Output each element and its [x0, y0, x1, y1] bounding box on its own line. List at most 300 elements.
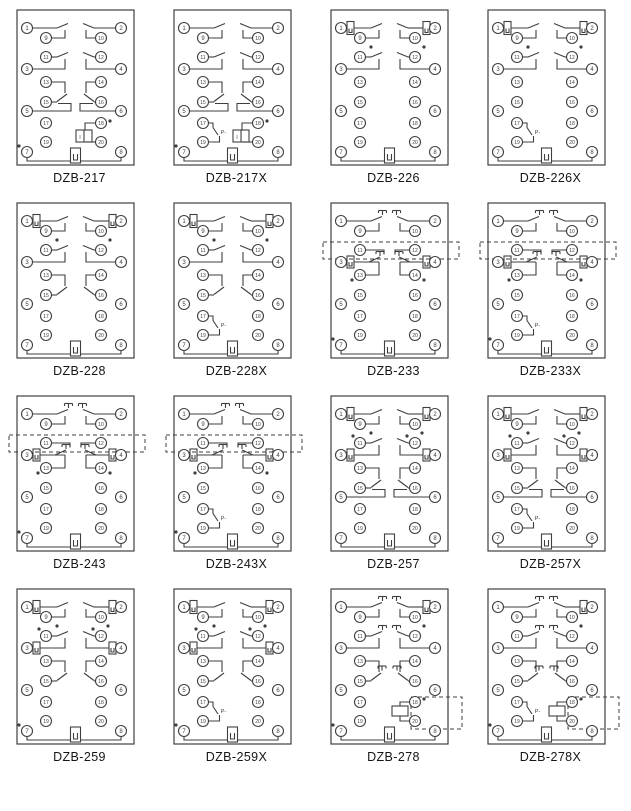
svg-text:18: 18	[569, 507, 575, 514]
terminal-15	[198, 483, 209, 494]
svg-text:3: 3	[496, 260, 500, 267]
relay-diagram-cell	[164, 198, 309, 378]
svg-text:13: 13	[357, 659, 363, 666]
terminal-15	[198, 676, 209, 687]
svg-text:8: 8	[276, 343, 280, 350]
terminal-11	[512, 438, 523, 449]
svg-text:11: 11	[200, 634, 206, 641]
terminal-2	[430, 216, 441, 227]
svg-text:4: 4	[433, 260, 437, 267]
svg-text:9: 9	[44, 422, 48, 429]
terminal-15	[41, 483, 52, 494]
svg-text:4: 4	[433, 646, 437, 653]
svg-text:4: 4	[433, 453, 437, 460]
svg-text:14: 14	[412, 80, 418, 87]
svg-text:18: 18	[98, 507, 104, 514]
terminal-20	[567, 137, 578, 148]
svg-text:10: 10	[569, 229, 575, 236]
svg-text:1: 1	[182, 605, 186, 612]
svg-text:16: 16	[98, 486, 104, 493]
svg-text:11: 11	[43, 634, 49, 641]
svg-text:9: 9	[515, 422, 519, 429]
terminal-16	[567, 97, 578, 108]
svg-text:5: 5	[182, 495, 186, 502]
svg-text:17: 17	[514, 121, 520, 128]
svg-text:17: 17	[514, 507, 520, 514]
relay-schematic	[478, 391, 623, 556]
svg-text:19: 19	[200, 526, 206, 533]
svg-text:17: 17	[357, 507, 363, 514]
svg-text:14: 14	[412, 273, 418, 280]
terminal-17	[355, 697, 366, 708]
terminal-11	[41, 245, 52, 256]
relay-outline	[488, 203, 605, 358]
terminal-3	[179, 450, 190, 461]
svg-text:2: 2	[276, 412, 280, 419]
terminal-10	[96, 226, 107, 237]
relay-schematic	[7, 391, 152, 556]
svg-text:19: 19	[514, 140, 520, 147]
svg-text:11: 11	[200, 55, 206, 62]
svg-text:18: 18	[98, 121, 104, 128]
terminal-6	[273, 492, 284, 503]
terminals	[336, 409, 441, 544]
svg-text:11: 11	[43, 248, 49, 255]
svg-text:9: 9	[358, 229, 362, 236]
terminal-7	[336, 726, 347, 737]
terminal-18	[96, 504, 107, 515]
terminal-7	[179, 533, 190, 544]
terminal-17	[198, 118, 209, 129]
terminal-17	[512, 118, 523, 129]
terminal-16	[567, 676, 578, 687]
svg-text:14: 14	[98, 273, 104, 280]
svg-text:11: 11	[357, 441, 363, 448]
terminal-16	[96, 290, 107, 301]
svg-text:20: 20	[412, 140, 418, 147]
terminal-11	[512, 631, 523, 642]
terminal-10	[253, 419, 264, 430]
diagram-label: DZB-278	[367, 750, 420, 764]
svg-text:20: 20	[255, 526, 261, 533]
terminal-20	[410, 523, 421, 534]
svg-text:18: 18	[412, 507, 418, 514]
svg-text:13: 13	[357, 466, 363, 473]
relay-schematic	[7, 5, 152, 170]
svg-text:17: 17	[43, 507, 49, 514]
svg-text:20: 20	[569, 526, 575, 533]
relay-diagram-cell	[164, 5, 309, 185]
svg-text:P-: P-	[534, 516, 541, 522]
terminal-3	[22, 643, 33, 654]
terminal-2	[273, 216, 284, 227]
svg-text:5: 5	[496, 495, 500, 502]
terminal-11	[355, 438, 366, 449]
svg-text:9: 9	[44, 229, 48, 236]
terminal-14	[410, 77, 421, 88]
svg-text:3: 3	[182, 67, 186, 74]
svg-text:1: 1	[496, 219, 500, 226]
svg-text:11: 11	[357, 248, 363, 255]
terminal-19	[355, 137, 366, 148]
terminal-12	[410, 52, 421, 63]
svg-text:P-: P-	[534, 709, 541, 715]
terminal-4	[587, 257, 598, 268]
svg-text:10: 10	[98, 615, 104, 622]
svg-text:1: 1	[339, 26, 343, 33]
svg-text:19: 19	[357, 719, 363, 726]
terminal-13	[41, 656, 52, 667]
terminal-6	[430, 299, 441, 310]
svg-text:18: 18	[255, 121, 261, 128]
terminal-9	[41, 612, 52, 623]
svg-text:17: 17	[200, 121, 206, 128]
svg-text:5: 5	[25, 109, 29, 116]
terminal-17	[512, 311, 523, 322]
terminal-3	[179, 257, 190, 268]
svg-text:16: 16	[98, 100, 104, 107]
svg-text:6: 6	[119, 109, 123, 116]
terminal-8	[273, 726, 284, 737]
diagram-label: DZB-278X	[519, 750, 582, 764]
terminal-6	[587, 299, 598, 310]
terminal-12	[567, 245, 578, 256]
svg-text:16: 16	[569, 679, 575, 686]
svg-text:3: 3	[182, 453, 186, 460]
terminal-14	[410, 270, 421, 281]
wiring	[480, 211, 616, 357]
svg-text:7: 7	[182, 536, 186, 543]
terminal-8	[430, 147, 441, 158]
svg-text:17: 17	[43, 121, 49, 128]
terminals	[336, 602, 441, 737]
svg-text:2: 2	[433, 605, 437, 612]
terminal-1	[179, 602, 190, 613]
svg-text:8: 8	[276, 729, 280, 736]
terminal-7	[179, 726, 190, 737]
terminal-6	[587, 685, 598, 696]
svg-text:13: 13	[43, 659, 49, 666]
terminal-10	[253, 226, 264, 237]
svg-text:16: 16	[412, 486, 418, 493]
terminal-1	[493, 23, 504, 34]
svg-text:19: 19	[200, 333, 206, 340]
terminal-2	[273, 409, 284, 420]
terminal-10	[96, 612, 107, 623]
terminal-11	[41, 52, 52, 63]
terminal-18	[253, 504, 264, 515]
terminal-4	[587, 643, 598, 654]
svg-text:10: 10	[412, 422, 418, 429]
terminal-5	[179, 492, 190, 503]
svg-text:18: 18	[255, 507, 261, 514]
svg-text:11: 11	[514, 248, 520, 255]
svg-text:19: 19	[43, 526, 49, 533]
svg-text:5: 5	[25, 495, 29, 502]
terminals	[336, 216, 441, 351]
terminal-3	[493, 643, 504, 654]
svg-text:6: 6	[590, 495, 594, 502]
terminal-8	[587, 533, 598, 544]
svg-text:7: 7	[25, 343, 29, 350]
svg-text:7: 7	[25, 536, 29, 543]
terminal-14	[567, 463, 578, 474]
terminal-16	[410, 97, 421, 108]
terminal-8	[273, 340, 284, 351]
terminal-4	[116, 450, 127, 461]
terminal-20	[96, 137, 107, 148]
terminal-5	[336, 492, 347, 503]
svg-text:12: 12	[255, 55, 261, 62]
svg-text:14: 14	[412, 466, 418, 473]
svg-text:12: 12	[412, 248, 418, 255]
svg-text:1: 1	[25, 605, 29, 612]
diagram-label: DZB-243	[53, 557, 106, 571]
svg-text:6: 6	[590, 688, 594, 695]
relay-diagram-cell	[478, 584, 623, 764]
svg-text:6: 6	[433, 109, 437, 116]
terminal-13	[512, 77, 523, 88]
svg-text:13: 13	[200, 659, 206, 666]
svg-text:6: 6	[119, 688, 123, 695]
wiring	[166, 404, 302, 550]
terminal-4	[116, 257, 127, 268]
terminal-18	[410, 697, 421, 708]
relay-outline	[174, 396, 291, 551]
terminal-10	[567, 419, 578, 430]
svg-text:P-: P-	[220, 516, 227, 522]
terminal-1	[179, 216, 190, 227]
relay-schematic	[164, 5, 309, 170]
relay-diagram-cell	[7, 198, 152, 378]
terminal-13	[355, 77, 366, 88]
svg-text:7: 7	[496, 536, 500, 543]
terminal-8	[116, 147, 127, 158]
svg-text:18: 18	[255, 700, 261, 707]
svg-text:10: 10	[98, 229, 104, 236]
svg-text:15: 15	[43, 100, 49, 107]
terminal-14	[96, 270, 107, 281]
terminal-5	[22, 106, 33, 117]
relay-diagram-cell	[478, 5, 623, 185]
relay-diagram-cell	[478, 198, 623, 378]
svg-text:16: 16	[569, 486, 575, 493]
svg-text:14: 14	[569, 659, 575, 666]
terminal-5	[336, 106, 347, 117]
terminals	[493, 216, 598, 351]
svg-text:10: 10	[255, 36, 261, 43]
terminal-16	[410, 676, 421, 687]
terminal-16	[253, 483, 264, 494]
terminal-2	[430, 23, 441, 34]
svg-text:17: 17	[200, 700, 206, 707]
svg-text:6: 6	[276, 495, 280, 502]
svg-text:15: 15	[514, 679, 520, 686]
terminal-7	[22, 726, 33, 737]
terminal-1	[336, 602, 347, 613]
terminal-13	[355, 656, 366, 667]
svg-text:4: 4	[276, 646, 280, 653]
svg-text:14: 14	[98, 659, 104, 666]
terminal-17	[198, 697, 209, 708]
svg-text:2: 2	[433, 412, 437, 419]
svg-text:16: 16	[255, 293, 261, 300]
svg-text:18: 18	[98, 314, 104, 321]
svg-text:12: 12	[569, 634, 575, 641]
svg-text:17: 17	[43, 700, 49, 707]
svg-text:18: 18	[412, 700, 418, 707]
svg-text:12: 12	[98, 55, 104, 62]
terminal-5	[22, 685, 33, 696]
terminals	[22, 602, 127, 737]
terminal-9	[198, 612, 209, 623]
relay-schematic	[478, 198, 623, 363]
terminal-1	[22, 602, 33, 613]
terminal-12	[253, 52, 264, 63]
svg-text:10: 10	[412, 615, 418, 622]
svg-text:18: 18	[255, 314, 261, 321]
svg-text:20: 20	[412, 333, 418, 340]
terminal-13	[512, 270, 523, 281]
svg-text:15: 15	[514, 100, 520, 107]
terminal-9	[512, 419, 523, 430]
svg-text:14: 14	[569, 80, 575, 87]
terminal-11	[355, 631, 366, 642]
terminal-13	[41, 463, 52, 474]
svg-text:7: 7	[25, 150, 29, 157]
svg-text:20: 20	[412, 719, 418, 726]
terminal-10	[567, 612, 578, 623]
terminal-2	[587, 216, 598, 227]
relay-schematic	[478, 584, 623, 749]
svg-text:5: 5	[339, 495, 343, 502]
terminal-12	[567, 631, 578, 642]
svg-text:8: 8	[119, 343, 123, 350]
svg-text:7: 7	[339, 536, 343, 543]
svg-text:5: 5	[496, 302, 500, 309]
svg-text:14: 14	[255, 273, 261, 280]
terminals	[179, 409, 284, 544]
terminal-11	[41, 438, 52, 449]
terminal-9	[198, 33, 209, 44]
svg-text:9: 9	[358, 615, 362, 622]
terminal-14	[96, 463, 107, 474]
terminal-11	[198, 631, 209, 642]
svg-text:5: 5	[339, 302, 343, 309]
terminal-2	[587, 23, 598, 34]
terminal-6	[273, 106, 284, 117]
terminal-6	[116, 685, 127, 696]
svg-text:10: 10	[255, 615, 261, 622]
relay-schematic	[164, 584, 309, 749]
terminal-4	[430, 64, 441, 75]
terminal-19	[355, 716, 366, 727]
svg-text:16: 16	[255, 486, 261, 493]
svg-text:12: 12	[255, 248, 261, 255]
svg-text:13: 13	[43, 273, 49, 280]
svg-text:17: 17	[514, 314, 520, 321]
terminal-3	[336, 643, 347, 654]
svg-text:10: 10	[569, 422, 575, 429]
svg-text:10: 10	[412, 36, 418, 43]
terminal-19	[198, 330, 209, 341]
svg-text:9: 9	[201, 615, 205, 622]
svg-text:3: 3	[339, 67, 343, 74]
terminal-4	[273, 257, 284, 268]
terminal-19	[41, 137, 52, 148]
svg-text:2: 2	[119, 26, 123, 33]
svg-text:7: 7	[496, 150, 500, 157]
svg-text:15: 15	[200, 679, 206, 686]
terminal-7	[336, 340, 347, 351]
terminal-11	[198, 438, 209, 449]
terminal-13	[512, 656, 523, 667]
svg-text:2: 2	[590, 26, 594, 33]
terminal-5	[493, 492, 504, 503]
terminal-12	[96, 245, 107, 256]
terminal-18	[567, 118, 578, 129]
svg-text:6: 6	[433, 495, 437, 502]
terminal-13	[198, 463, 209, 474]
diagram-label: DZB-233X	[519, 364, 582, 378]
terminal-12	[253, 438, 264, 449]
svg-text:15: 15	[200, 293, 206, 300]
svg-text:16: 16	[98, 293, 104, 300]
svg-text:4: 4	[119, 453, 123, 460]
terminal-5	[493, 685, 504, 696]
terminal-13	[355, 270, 366, 281]
svg-text:7: 7	[339, 729, 343, 736]
svg-text:13: 13	[514, 273, 520, 280]
terminal-12	[410, 631, 421, 642]
svg-text:5: 5	[182, 109, 186, 116]
svg-text:7: 7	[182, 729, 186, 736]
svg-text:8: 8	[119, 536, 123, 543]
svg-text:6: 6	[590, 109, 594, 116]
terminal-13	[198, 77, 209, 88]
terminals	[493, 23, 598, 158]
terminal-18	[253, 697, 264, 708]
terminal-19	[512, 137, 523, 148]
terminal-13	[355, 463, 366, 474]
terminal-12	[410, 245, 421, 256]
svg-text:15: 15	[514, 486, 520, 493]
svg-text:3: 3	[182, 260, 186, 267]
terminal-6	[430, 685, 441, 696]
svg-text:1: 1	[182, 412, 186, 419]
terminal-16	[253, 97, 264, 108]
svg-text:14: 14	[255, 659, 261, 666]
terminal-9	[41, 419, 52, 430]
svg-text:1: 1	[25, 219, 29, 226]
relay-schematic	[321, 198, 466, 363]
svg-text:14: 14	[98, 466, 104, 473]
terminal-19	[198, 137, 209, 148]
terminal-8	[273, 533, 284, 544]
terminal-18	[410, 118, 421, 129]
svg-text:3: 3	[25, 453, 29, 460]
terminal-7	[493, 533, 504, 544]
svg-text:16: 16	[255, 100, 261, 107]
terminal-6	[587, 492, 598, 503]
svg-text:7: 7	[496, 343, 500, 350]
terminal-10	[410, 419, 421, 430]
svg-text:11: 11	[43, 55, 49, 62]
terminal-18	[567, 504, 578, 515]
terminal-14	[410, 656, 421, 667]
terminal-15	[198, 290, 209, 301]
terminals	[493, 409, 598, 544]
